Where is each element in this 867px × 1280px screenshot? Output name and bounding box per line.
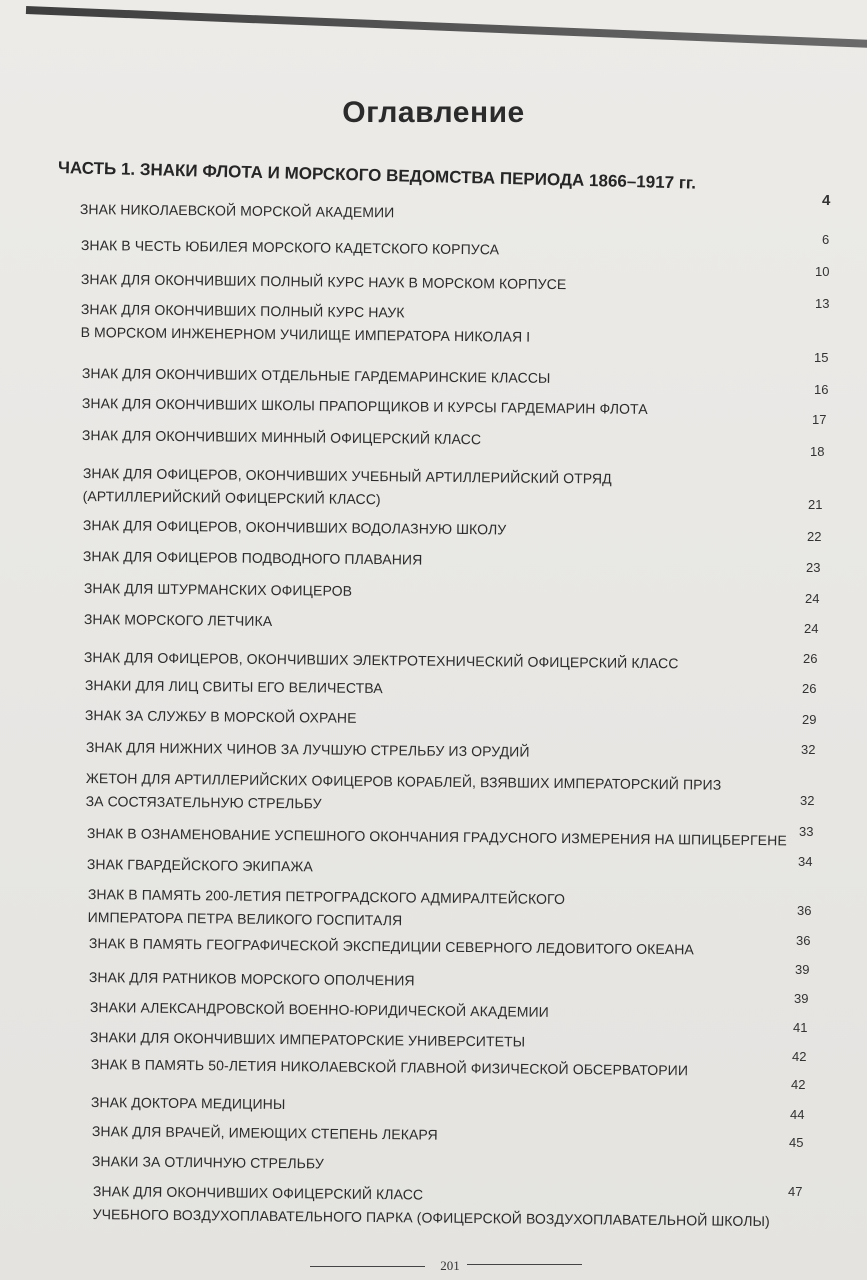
toc-entry-page-number: 10 (815, 264, 830, 279)
toc-entry-page-number: 39 (794, 991, 809, 1006)
toc-entry-title (92, 1120, 438, 1147)
toc-entry-title-line: ЗНАК В ЧЕСТЬ ЮБИЛЕЯ МОРСКОГО КАДЕТСКОГО КОРПУСА (80, 236, 500, 258)
toc-entry-title (87, 822, 787, 852)
toc-entry-title (93, 1180, 771, 1233)
toc-entry-page-number: 42 (791, 1077, 806, 1092)
top-decorative-rule (26, 6, 867, 48)
toc-entry-title (85, 704, 357, 730)
toc-entry-page-number: 26 (802, 681, 817, 696)
toc-entry-title (88, 883, 566, 934)
toc-entry-title (83, 545, 423, 572)
toc-entry-title (81, 268, 567, 296)
toc-entry-title-line: ЗНАК ЗА СЛУЖБУ В МОРСКОЙ ОХРАНЕ (84, 706, 357, 726)
toc-entry-title-line: ЗНАК МОРСКОГО ЛЕТЧИКА (83, 610, 273, 629)
toc-entry-title-line: ЗНАКИ ДЛЯ ЛИЦ СВИТЫ ЕГО ВЕЛИЧЕСТВА (84, 676, 383, 697)
toc-entry-title (83, 514, 507, 541)
page-number: 201 (440, 1258, 460, 1273)
toc-entry-page-number: 34 (798, 854, 813, 869)
toc-entry-page-number: 26 (803, 651, 818, 666)
toc-entry-page-number: 47 (788, 1184, 803, 1199)
toc-entry-page-number: 6 (822, 232, 830, 247)
toc-entry-title (90, 1026, 526, 1054)
toc-entry-title (82, 424, 482, 451)
toc-entry-title-line: ЗНАК ДЛЯ ШТУРМАНСКИХ ОФИЦЕРОВ (83, 579, 353, 599)
toc-entry-title (82, 392, 648, 421)
toc-entry-title-line: ЗНАК НИКОЛАЕВСКОЙ МОРСКОЙ АКАДЕМИИ (79, 200, 395, 221)
toc-entry-page-number: 44 (790, 1107, 805, 1122)
toc-entry-page-number: 4 (822, 192, 831, 209)
toc-entry-title (81, 298, 531, 349)
toc-entry-title (84, 608, 273, 633)
toc-entry-title (91, 1091, 286, 1116)
toc-entry-title-line: ЗА СОСТЯЗАТЕЛЬНУЮ СТРЕЛЬБУ (85, 792, 322, 812)
toc-entry-page-number: 33 (799, 824, 814, 839)
toc-entry-title-line: ЗНАКИ АЛЕКСАНДРОВСКОЙ ВОЕННО-ЮРИДИЧЕСКОЙ АКАДЕМИИ (89, 998, 549, 1020)
footer-rule-right (467, 1264, 582, 1265)
toc-entry-title-line: ЗНАК ДЛЯ ВРАЧЕЙ, ИМЕЮЩИХ СТЕПЕНЬ ЛЕКАРЯ (91, 1122, 438, 1143)
toc-entry-title (91, 1053, 688, 1082)
footer-rule-left (310, 1266, 425, 1267)
page-footer (310, 1258, 582, 1274)
toc-entry-title-line: ЗНАК ДЛЯ ОКОНЧИВШИХ МИННЫЙ ОФИЦЕРСКИЙ КЛАСС (81, 426, 482, 448)
toc-entry-title-line: ЗНАКИ ДЛЯ ОКОНЧИВШИХ ИМПЕРАТОРСКИЕ УНИВЕРСИТЕТЫ (89, 1028, 526, 1050)
part-heading: ЧАСТЬ 1. ЗНАКИ ФЛОТА И МОРСКОГО ВЕДОМСТВА ПЕРИОДА 1866–1917 гг. (57, 158, 697, 193)
toc-entry-title-line: ЗНАК ГВАРДЕЙСКОГО ЭКИПАЖА (86, 855, 314, 875)
toc-entry-page-number: 32 (801, 742, 816, 757)
toc-entry-title-line: ЗНАК ДЛЯ ОКОНЧИВШИХ ПОЛНЫЙ КУРС НАУК В МОРСКОМ КОРПУСЕ (80, 270, 567, 293)
toc-entry-title (89, 932, 694, 961)
toc-entry-title-line: В МОРСКОМ ИНЖЕНЕРНОМ УЧИЛИЩЕ ИМПЕРАТОРА НИКОЛАЯ I (80, 323, 531, 345)
toc-entry-title-line: ЗНАК В ПАМЯТЬ 50-ЛЕТИЯ НИКОЛАЕВСКОЙ ГЛАВНОЙ ФИЗИЧЕСКОЙ ОБСЕРВАТОРИИ (90, 1055, 689, 1079)
toc-entry-page-number: 23 (806, 560, 821, 575)
toc-entry-title-line: ЗНАК В ПАМЯТЬ 200-ЛЕТИЯ ПЕТРОГРАДСКОГО АДМИРАЛТЕЙСКОГО (87, 885, 566, 907)
toc-entry-title (85, 674, 383, 700)
toc-entry-page-number: 16 (814, 382, 829, 397)
toc-entry-title (82, 362, 551, 390)
toc-entry-page-number: 42 (792, 1049, 807, 1064)
toc-entry-page-number: 36 (797, 903, 812, 918)
toc-entry-title (84, 577, 352, 603)
toc-entry-title (80, 198, 395, 224)
toc-entry-title-line: ЗНАК ДЛЯ ОФИЦЕРОВ, ОКОНЧИВШИХ ВОДОЛАЗНУЮ ШКОЛУ (82, 516, 507, 538)
toc-entry-page-number: 22 (807, 529, 822, 544)
toc-entry-title-line: ЗНАКИ ЗА ОТЛИЧНУЮ СТРЕЛЬБУ (91, 1152, 325, 1172)
toc-entry-page-number: 41 (793, 1020, 808, 1035)
toc-entry-title (89, 966, 415, 992)
toc-entry-title-line: ЖЕТОН ДЛЯ АРТИЛЛЕРИЙСКИХ ОФИЦЕРОВ КОРАБЛЕЙ, ВЗЯВШИХ ИМПЕРАТОРСКИЙ ПРИЗ (85, 769, 722, 793)
toc-entry-page-number: 15 (814, 350, 829, 365)
toc-entry-page-number: 39 (795, 962, 810, 977)
toc-entry-page-number: 13 (815, 296, 830, 311)
toc-entry-page-number: 24 (805, 591, 820, 606)
toc-entry-title-line: ЗНАК ДЛЯ ОКОНЧИВШИХ ПОЛНЫЙ КУРС НАУК (80, 300, 405, 321)
toc-entry-page-number: 29 (802, 712, 817, 727)
toc-entry-page-number: 18 (810, 444, 825, 459)
toc-entry-page-number: 36 (796, 933, 811, 948)
toc-entry-title-line: ЗНАК В ПАМЯТЬ ГЕОГРАФИЧЕСКОЙ ЭКСПЕДИЦИИ СЕВЕРНОГО ЛЕДОВИТОГО ОКЕАНА (88, 934, 694, 958)
toc-entry-page-number: 45 (789, 1135, 804, 1150)
toc-entry-page-number: 21 (808, 497, 823, 512)
toc-entry-title-line: ЗНАК ДЛЯ ОФИЦЕРОВ, ОКОНЧИВШИХ УЧЕБНЫЙ АРТИЛЛЕРИЙСКИЙ ОТРЯД (82, 464, 612, 487)
toc-entry-title (83, 462, 612, 514)
toc-entry-title (87, 853, 313, 878)
toc-entry-title-line: (АРТИЛЛЕРИЙСКИЙ ОФИЦЕРСКИЙ КЛАСС) (82, 487, 381, 508)
toc-entry-title-line: УЧЕБНОГО ВОЗДУХОПЛАВАТЕЛЬНОГО ПАРКА (ОФИЦЕРСКОЙ ВОЗДУХОПЛАВАТЕЛЬНОЙ ШКОЛЫ) (92, 1205, 770, 1230)
toc-entry-title (84, 646, 679, 675)
toc-entry-title-line: ЗНАК ДЛЯ ОФИЦЕРОВ ПОДВОДНОГО ПЛАВАНИЯ (82, 547, 423, 568)
toc-entry-title (81, 234, 499, 261)
toc-entry-title-line: ЗНАК ДЛЯ НИЖНИХ ЧИНОВ ЗА ЛУЧШУЮ СТРЕЛЬБУ ИЗ ОРУДИЙ (85, 738, 530, 760)
toc-entry-title (92, 1150, 324, 1175)
toc-entry-title-line: ЗНАК ДЛЯ ОФИЦЕРОВ, ОКОНЧИВШИХ ЭЛЕКТРОТЕХНИЧЕСКИЙ ОФИЦЕРСКИЙ КЛАСС (83, 648, 679, 672)
toc-entry-title-line: ЗНАК ДОКТОРА МЕДИЦИНЫ (90, 1093, 286, 1113)
toc-entry-title-line: ИМПЕРАТОРА ПЕТРА ВЕЛИКОГО ГОСПИТАЛЯ (87, 908, 403, 929)
toc-entry-page-number: 17 (812, 412, 827, 427)
toc-entry-title-line: ЗНАК В ОЗНАМЕНОВАНИЕ УСПЕШНОГО ОКОНЧАНИЯ ГРАДУСНОГО ИЗМЕРЕНИЯ НА ШПИЦБЕРГЕНЕ (86, 824, 787, 849)
toc-entry-page-number: 24 (804, 621, 819, 636)
toc-entry-title (90, 996, 549, 1024)
toc-entry-title (86, 736, 530, 764)
toc-entry-page-number: 32 (800, 793, 815, 808)
toc-entry-title (86, 767, 722, 820)
page-title: Оглавление (342, 96, 525, 129)
toc-entry-title-line: ЗНАК ДЛЯ ОКОНЧИВШИХ ОФИЦЕРСКИЙ КЛАСС (92, 1182, 424, 1203)
toc-entry-title-line: ЗНАК ДЛЯ ОКОНЧИВШИХ ОТДЕЛЬНЫЕ ГАРДЕМАРИНСКИЕ КЛАССЫ (81, 364, 551, 386)
toc-entry-title-line: ЗНАК ДЛЯ ОКОНЧИВШИХ ШКОЛЫ ПРАПОРЩИКОВ И КУРСЫ ГАРДЕМАРИН ФЛОТА (81, 394, 648, 417)
toc-entry-title-line: ЗНАК ДЛЯ РАТНИКОВ МОРСКОГО ОПОЛЧЕНИЯ (88, 968, 415, 989)
